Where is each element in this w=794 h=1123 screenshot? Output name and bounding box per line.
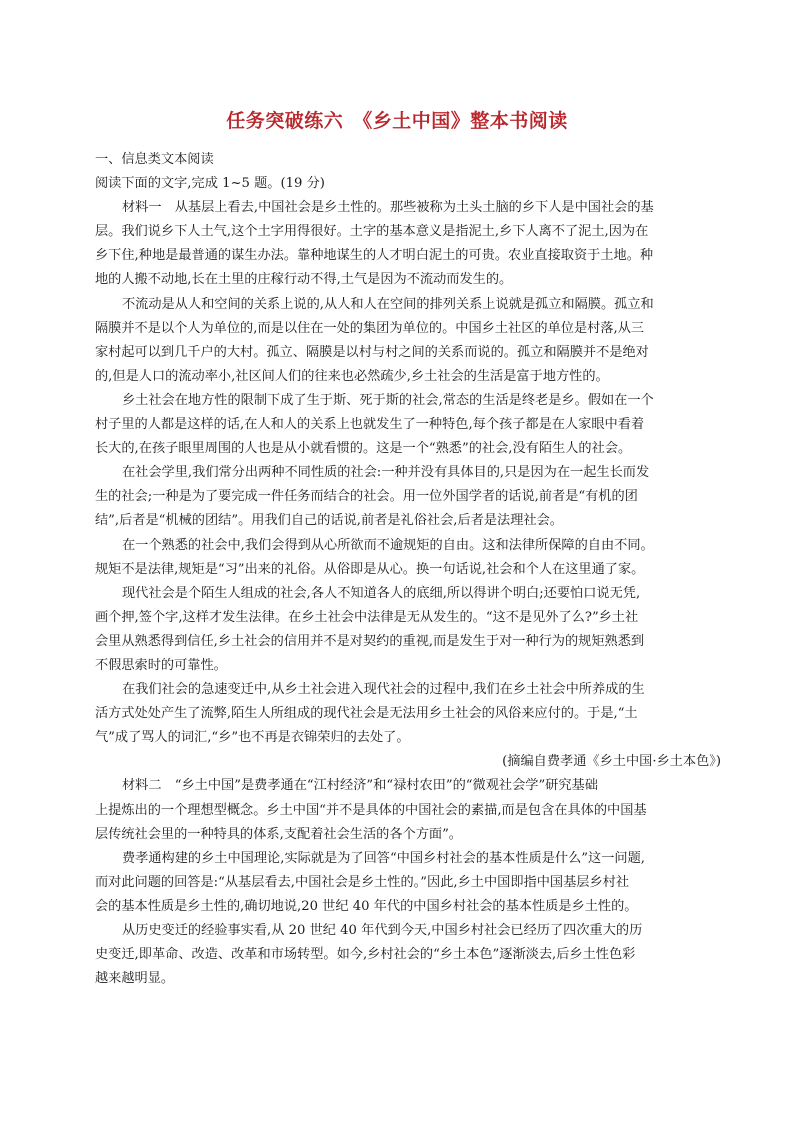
text-line: 隔膜并不是以个人为单位的,而是以住在一处的集团为单位的。中国乡土社区的单位是村落,从三 <box>95 320 645 336</box>
instruction-text: 阅读下面的文字,完成 1~5 题。(19 分) <box>95 176 325 192</box>
text-line: 乡下住,种地是最普通的谋生办法。靠种地谋生的人才明白泥土的可贵。农业直接取资于土地。种 <box>95 248 654 264</box>
material-two <box>95 774 721 991</box>
text-line: 在我们社会的急速变迁中,从乡土社会进入现代社会的过程中,我们在乡土社会中所养成的生 <box>122 682 645 698</box>
text-line: 家村起可以到几千户的大村。孤立、隔膜是以村与村之间的关系而说的。孤立和隔膜并不是绝对 <box>95 344 649 360</box>
text-line: 地的人搬不动地,长在土里的庄稼行动不得,土气是因为不流动而发生的。 <box>95 272 513 288</box>
text-line: 在一个熟悉的社会中,我们会得到从心所欲而不逾规矩的自由。这和法律所保障的自由不同。 <box>122 537 654 553</box>
text-line: 会的基本性质是乡土性的,确切地说,20 世纪 40 年代的中国乡村社会的基本性质是乡土性的。 <box>95 898 638 914</box>
text-line: 画个押,签个字,这样才发生法律。在乡土社会中法律是无从发生的。“这不是见外了么?”乡土社 <box>95 609 639 625</box>
text-line: 活方式处处产生了流弊,陌生人所组成的现代社会是无法用乡土社会的风俗来应付的。于是,“土 <box>95 706 638 722</box>
section-heading: 一、信息类文本阅读 <box>95 152 214 167</box>
document-body <box>95 148 721 991</box>
text-line: 会里从熟悉得到信任,乡土社会的信用并不是对契约的重视,而是发生于对一种行为的规矩熟悉到 <box>95 633 645 649</box>
text-line: 费孝通构建的乡土中国理论,实际就是为了回答“中国乡村社会的基本性质是什么”这一问题, <box>122 850 645 866</box>
text-line: 的,但是人口的流动率小,社区间人们的往来也必然疏少,乡土社会的生活是富于地方性的。 <box>95 368 609 384</box>
text-line: 层传统社会里的一种特具的体系,支配着社会生活的各个方面”。 <box>95 826 462 842</box>
text-line: 越来越明显。 <box>95 971 175 987</box>
text-line: 气”成了骂人的词汇,“乡”也不再是衣锦荣归的去处了。 <box>95 730 410 746</box>
text-line: 材料一 从基层上看去,中国社会是乡土性的。那些被称为土头土脑的乡下人是中国社会的基 <box>122 200 654 216</box>
text-line: 上提炼出的一个理想型概念。乡土中国“并不是具体的中国社会的素描,而是包含在具体的中国基 <box>95 802 647 818</box>
material-one <box>95 196 721 750</box>
text-line: 乡土社会在地方性的限制下成了生于斯、死于斯的社会,常态的生活是终老是乡。假如在一个 <box>122 392 654 408</box>
page-title: 任务突破练六 《乡土中国》整本书阅读 <box>226 110 568 132</box>
text-line: 不假思索时的可靠性。 <box>95 657 227 673</box>
text-line: 规矩不是法律,规矩是“习”出来的礼俗。从俗即是从心。换一句话说,社会和个人在这里通了家。 <box>95 561 645 577</box>
text-line: 从历史变迁的经验事实看,从 20 世纪 40 年代到今天,中国乡村社会已经历了四次重大的历 <box>122 923 643 938</box>
text-line: 史变迁,即革命、改造、改革和市场转型。如今,乡村社会的“乡土本色”逐渐淡去,后乡土性色彩 <box>95 947 636 963</box>
text-line: 在社会学里,我们常分出两种不同性质的社会:一种并没有具体目的,只是因为在一起生长而发 <box>122 465 650 481</box>
text-line: 长大的,在孩子眼里周围的人也是从小就看惯的。这是一个“熟悉”的社会,没有陌生人的社会。 <box>95 441 632 457</box>
text-line: 现代社会是个陌生人组成的社会,各人不知道各人的底细,所以得讲个明白;还要怕口说无凭, <box>122 585 641 601</box>
text-line: 不流动是从人和空间的关系上说的,从人和人在空间的排列关系上说就是孤立和隔膜。孤立和 <box>122 296 654 312</box>
text-line: 而对此问题的回答是:“从基层看去,中国社会是乡土性的。”因此,乡土中国即指中国基层乡村社 <box>95 874 630 890</box>
text-line: 材料二 “乡土中国”是费孝通在“江村经济”和“禄村农田”的“微观社会学”研究基础 <box>122 778 598 794</box>
source-citation: (摘编自费孝通《乡土中国·乡土本色》) <box>502 754 721 770</box>
text-line: 层。我们说乡下人土气,这个土字用得很好。土字的基本意义是指泥土,乡下人离不了泥土,因为在 <box>95 224 649 240</box>
text-line: 结”,后者是“机械的团结”。用我们自己的话说,前者是礼俗社会,后者是法理社会。 <box>95 513 563 529</box>
text-line: 村子里的人都是这样的话,在人和人的关系上也就发生了一种特色,每个孩子都是在人家眼中看着 <box>95 417 645 433</box>
text-line: 生的社会;一种是为了要完成一件任务而结合的社会。用一位外国学者的话说,前者是“有机的团 <box>95 489 638 505</box>
